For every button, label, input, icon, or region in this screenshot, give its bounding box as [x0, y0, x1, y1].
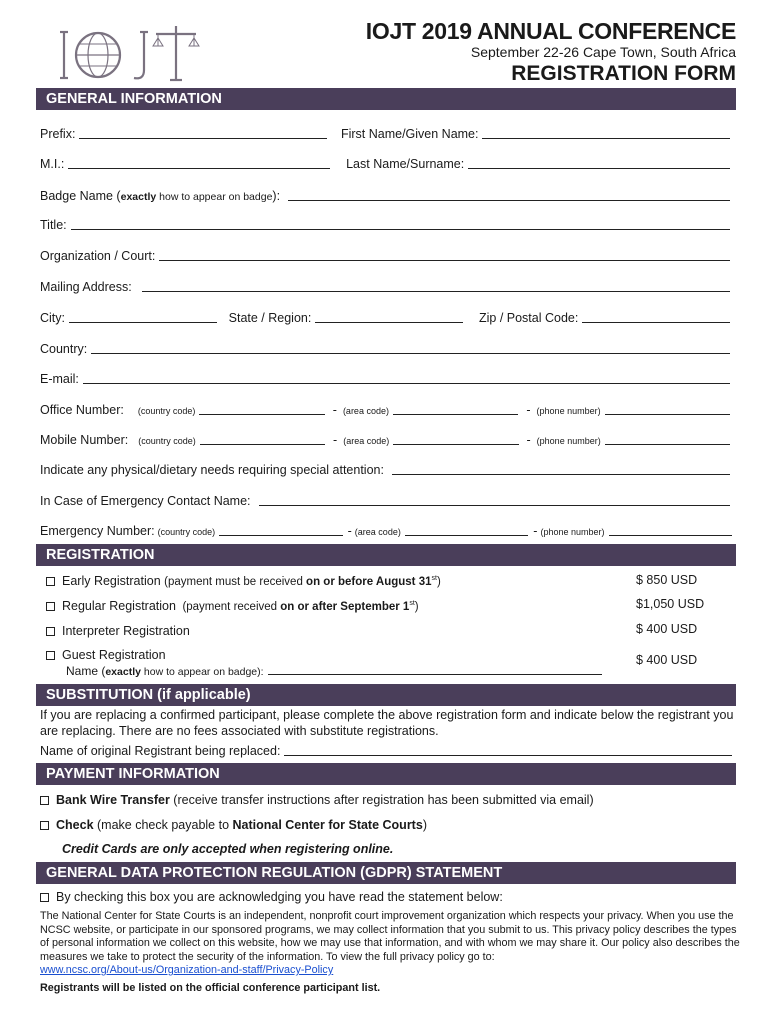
mobile-country-code-field[interactable]: [200, 443, 325, 445]
badge-name-label: Badge Name (exactly how to appear on badge):: [40, 189, 281, 203]
zip-label: Zip / Postal Code:: [478, 311, 579, 325]
regular-registration-option[interactable]: Regular Registration (payment received on or after September 1st): [46, 599, 419, 613]
dash: -: [347, 524, 352, 538]
bank-wire-option[interactable]: Bank Wire Transfer (receive transfer instructions after registration has been submitted via email): [40, 793, 594, 807]
row-special-needs: [40, 458, 732, 478]
row-original-registrant: [40, 739, 734, 759]
row-email: [40, 367, 732, 387]
check-option[interactable]: Check (make check payable to National Center for State Courts): [40, 818, 427, 832]
bank-wire-checkbox[interactable]: [40, 796, 49, 805]
guest-registration-price: $ 400 USD: [636, 653, 698, 667]
emergency-area-code-field[interactable]: [405, 534, 528, 536]
zip-field[interactable]: [582, 321, 730, 323]
country-field[interactable]: [91, 352, 730, 354]
early-registration-checkbox[interactable]: [46, 577, 55, 586]
row-mi-lastname: [40, 152, 732, 172]
last-name-field[interactable]: [468, 167, 730, 169]
conference-dates: September 22-26 Cape Town, South Africa: [470, 44, 736, 60]
mobile-number-label: Mobile Number:: [40, 433, 129, 447]
section-substitution: SUBSTITUTION (if applicable): [36, 684, 736, 706]
section-general-information: GENERAL INFORMATION: [36, 88, 736, 110]
email-label: E-mail:: [40, 372, 79, 386]
check-checkbox[interactable]: [40, 821, 49, 830]
row-emergency-contact: [40, 489, 732, 509]
first-name-field[interactable]: [482, 137, 730, 139]
badge-name-field[interactable]: [288, 199, 730, 201]
special-needs-label: Indicate any physical/dietary needs requiring special attention:: [40, 463, 384, 477]
mi-label: M.I.:: [40, 157, 65, 171]
emergency-area-code-hint: (area code): [354, 527, 401, 537]
office-area-code-field[interactable]: [393, 413, 518, 415]
mi-field[interactable]: [68, 167, 330, 169]
guest-name-field[interactable]: [268, 674, 602, 675]
early-registration-price: $ 850 USD: [636, 573, 698, 587]
row-mailing-address: [40, 275, 732, 295]
regular-registration-price: $1,050 USD: [636, 597, 705, 611]
early-registration-option[interactable]: Early Registration (payment must be received on or before August 31st): [46, 574, 441, 588]
row-title: [40, 213, 732, 233]
gdpr-acknowledge-option[interactable]: By checking this box you are acknowledging you have read the statement below:: [40, 890, 503, 904]
office-phone-number-hint: (phone number): [536, 406, 601, 416]
credit-card-note: Credit Cards are only accepted when registering online.: [62, 842, 394, 856]
guest-registration-option[interactable]: Guest Registration: [46, 648, 166, 662]
dash: -: [526, 433, 531, 447]
emergency-phone-number-hint: (phone number): [540, 527, 605, 537]
row-organization: [40, 244, 732, 264]
interpreter-registration-option[interactable]: Interpreter Registration: [46, 624, 190, 638]
guest-name-row: [66, 664, 602, 678]
section-payment-information: PAYMENT INFORMATION: [36, 763, 736, 785]
interpreter-registration-checkbox[interactable]: [46, 627, 55, 636]
prefix-field[interactable]: [79, 137, 327, 139]
row-country: [40, 337, 732, 357]
country-label: Country:: [40, 342, 88, 356]
state-label: State / Region:: [228, 311, 312, 325]
first-name-label: First Name/Given Name:: [340, 127, 479, 141]
organization-label: Organization / Court:: [40, 249, 156, 263]
regular-registration-checkbox[interactable]: [46, 602, 55, 611]
prefix-label: Prefix:: [40, 127, 76, 141]
privacy-policy-link[interactable]: www.ncsc.org/About-us/Organization-and-staff/Privacy-Policy: [40, 964, 334, 976]
mailing-address-field[interactable]: [142, 290, 730, 292]
emergency-contact-field[interactable]: [259, 504, 730, 506]
dash: -: [332, 403, 337, 417]
mobile-phone-number-field[interactable]: [605, 443, 730, 445]
organization-field[interactable]: [159, 259, 730, 261]
office-phone-number-field[interactable]: [605, 413, 730, 415]
mobile-area-code-field[interactable]: [393, 443, 518, 445]
city-label: City:: [40, 311, 65, 325]
row-badge-name: [40, 184, 732, 204]
title-field[interactable]: [71, 228, 730, 230]
original-registrant-label: Name of original Registrant being replaced:: [40, 744, 281, 758]
dash: -: [533, 524, 538, 538]
mobile-area-code-hint: (area code): [343, 436, 390, 446]
section-gdpr: GENERAL DATA PROTECTION REGULATION (GDPR) STATEMENT: [36, 862, 736, 884]
section-registration: REGISTRATION: [36, 544, 736, 566]
special-needs-field[interactable]: [392, 473, 730, 475]
last-name-label: Last Name/Surname:: [346, 157, 465, 171]
dash: -: [526, 403, 531, 417]
form-title: REGISTRATION FORM: [511, 62, 736, 85]
guest-registration-checkbox[interactable]: [46, 651, 55, 660]
state-field[interactable]: [315, 321, 463, 323]
email-field[interactable]: [83, 382, 730, 384]
substitution-instructions: If you are replacing a confirmed participant, please complete the above registration form and indicate below the registrant you are replacing. There are no fees associated with substitute registrations.: [40, 708, 734, 738]
guest-name-label: Name (exactly how to appear on badge):: [66, 664, 264, 678]
emergency-contact-label: In Case of Emergency Contact Name:: [40, 494, 251, 508]
original-registrant-field[interactable]: [284, 754, 732, 756]
dash: -: [333, 433, 338, 447]
row-emergency-number: [40, 519, 734, 539]
office-area-code-hint: (area code): [342, 406, 389, 416]
gdpr-statement: [40, 910, 740, 978]
conference-title: IOJT 2019 ANNUAL CONFERENCE: [365, 18, 736, 44]
row-city-state-zip: [40, 306, 732, 326]
iojt-logo: [60, 24, 200, 84]
row-office-number: [40, 398, 732, 418]
emergency-number-label: Emergency Number:: [40, 524, 155, 538]
office-country-code-hint: (country code): [137, 406, 196, 416]
emergency-country-code-field[interactable]: [219, 534, 342, 536]
interpreter-registration-price: $ 400 USD: [636, 622, 698, 636]
gdpr-statement-text: The National Center for State Courts is an independent, nonprofit court improvement organization which respects your privacy. When you use the NCSC website, or participate in our sponsored programs, we may collect information that you submit to us. This privacy policy describes the types of personal information we collect on this website, how we may use that information, and with whom we may share it. Our policy also describes the measures we take to protect the security of the information. To view the full privacy policy go to:: [40, 910, 740, 963]
office-number-label: Office Number:: [40, 403, 124, 417]
mobile-country-code-hint: (country code): [138, 436, 196, 446]
gdpr-acknowledge-checkbox[interactable]: [40, 893, 49, 902]
office-country-code-field[interactable]: [199, 413, 324, 415]
row-mobile-number: [40, 428, 732, 448]
mobile-phone-number-hint: (phone number): [536, 436, 601, 446]
city-field[interactable]: [69, 321, 217, 323]
emergency-phone-number-field[interactable]: [609, 534, 732, 536]
mailing-address-label: Mailing Address:: [40, 280, 132, 294]
row-prefix-firstname: [40, 122, 732, 142]
title-label: Title:: [40, 218, 67, 232]
participant-list-note: Registrants will be listed on the official conference participant list.: [40, 982, 381, 994]
emergency-country-code-hint: (country code): [157, 527, 216, 537]
